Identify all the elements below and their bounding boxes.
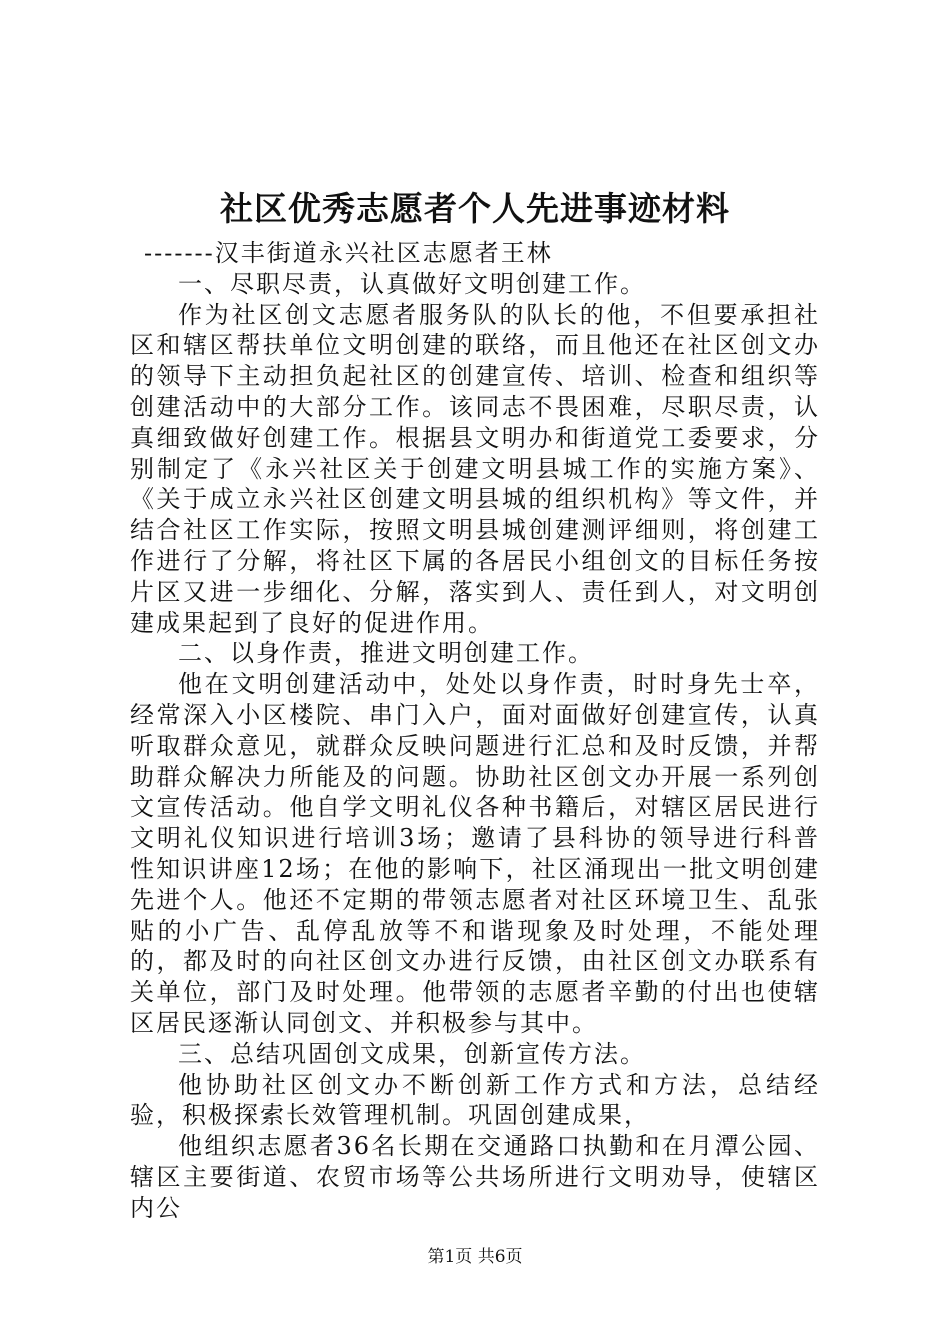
page-footer: 第1页 共6页 [427,1247,523,1267]
document-title: 社区优秀志愿者个人先进事迹材料 [220,189,730,228]
section-heading-1: 一、尽职尽责，认真做好文明创建工作。 [178,269,646,298]
section-heading-2: 二、以身作责，推进文明创建工作。 [178,639,594,668]
body-paragraph-2: 他在文明创建活动中，处处以身作责，时时身先士卒，经常深入小区楼院、串门入户，面对面做好创建宣传，认真听取群众意见，就群众反映问题进行汇总和及时反馈，并帮助群众解决力所能及的问题。协助社区创文办开展一系列创文宣传活动。他自学文明礼仪各种书籍后，对辖区居民进行文明礼仪知识进行培训3场；邀请了县科协的领导进行科普性知识讲座12场；在他的影响下，社区涌现出一批文明创建先进个人。他还不定期的带领志愿者对社区环境卫生、乱张贴的小广告、乱停乱放等不和谐现象及时处理，不能处理的，都及时的向社区创文办进行反馈，由社区创文办联系有关单位，部门及时处理。他带领的志愿者辛勤的付出也使辖区居民逐渐认同创文、并积极参与其中。 [130,670,820,1037]
body-paragraph-1: 作为社区创文志愿者服务队的队长的他，不但要承担社区和辖区帮扶单位文明创建的联络，而且他还在社区创文办的领导下主动担负起社区的创建宣传、培训、检查和组织等创建活动中的大部分工作。该同志不畏困难，尽职尽责，认真细致做好创建工作。根据县文明办和街道党工委要求，分别制定了《永兴社区关于创建文明县城工作的实施方案》、《关于成立永兴社区创建文明县城的组织机构》等文件，并结合社区工作实际，按照文明县城创建测评细则，将创建工作进行了分解，将社区下属的各居民小组创文的目标任务按片区又进一步细化、分解，落实到人、责任到人，对文明创建成果起到了良好的促进作用。 [130,300,820,637]
body-paragraph-4: 他组织志愿者36名长期在交通路口执勤和在月潭公园、辖区主要街道、农贸市场等公共场所进行文明劝导，使辖区内公 [130,1132,820,1222]
section-heading-3: 三、总结巩固创文成果，创新宣传方法。 [178,1039,646,1068]
document-subtitle: -------汉丰街道永兴社区志愿者王林 [144,239,553,267]
document-body [130,238,820,1224]
body-paragraph-3: 他协助社区创文办不断创新工作方式和方法，总结经验，积极探索长效管理机制。巩固创建成果， [130,1070,820,1130]
